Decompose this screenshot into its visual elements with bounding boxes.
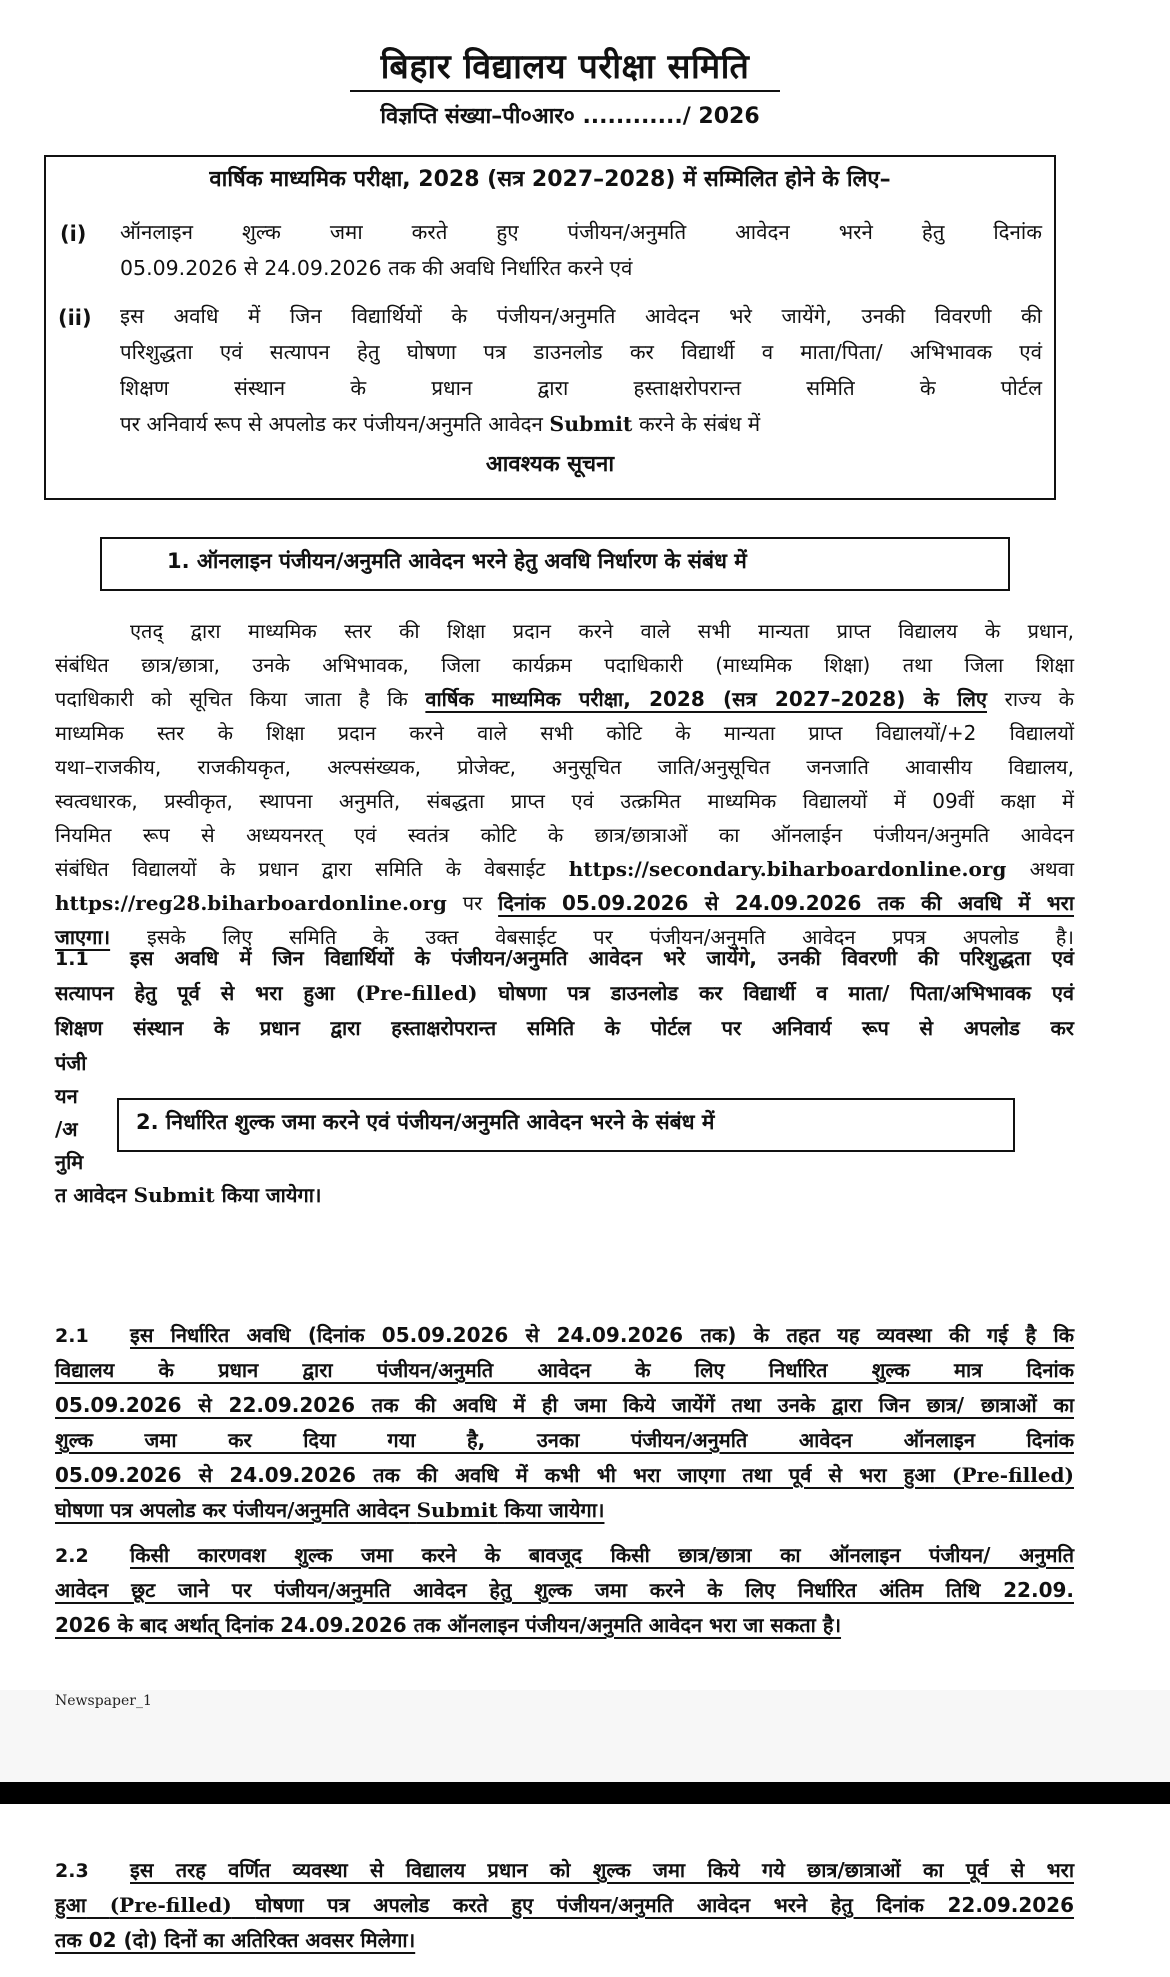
item-ii-line2: परिशुद्धता एवं सत्यापन हेतु घोषणा पत्र डाउनलोड कर विद्यार्थी व माता/पिता/ अभिभावक एवं — [120, 340, 1042, 364]
p21-line-1: इस निर्धारित अवधि (दिनांक 05.09.2026 से 24.09.2026 तक) के तहत यह व्यवस्था की गई है कि — [130, 1323, 1074, 1347]
s1-line11-bold: जाएगा। — [55, 925, 111, 949]
item-ii-line1: इस अवधि में जिन विद्यार्थियों के पंजीयन/अनुमति आवेदन भरे जायेंगे, उनकी विवरणी की — [120, 304, 1042, 328]
p11-line2-a: सत्यापन हेतु पूर्व से भरा हुआ — [55, 981, 335, 1005]
page-gap — [0, 1690, 1170, 1782]
page-separator — [0, 1782, 1170, 1804]
s1-line-3 — [55, 682, 1074, 717]
item-i-line1: ऑनलाइन शुल्क जमा करते हुए पंजीयन/अनुमति आवेदन भरने हेतु दिनांक — [120, 220, 1042, 244]
section2-heading-box — [117, 1098, 1015, 1152]
p21-line6-b: किया जायेगा। — [504, 1498, 605, 1522]
item-ii-line4-a: पर अनिवार्य रूप से अपलोड कर पंजीयन/अनुमति आवेदन — [120, 412, 543, 436]
s1-line10-a: पर — [462, 891, 483, 915]
s1-line-7: नियमित रूप से अध्ययनरत् एवं स्वतंत्र कोटि के छात्र/छात्राओं का ऑनलाईन पंजीयन/अनुमति आवेदन — [55, 823, 1074, 847]
s1-line-5: यथा–राजकीय, राजकीयकृत, अल्पसंख्यक, प्रोजेक्ट, अनुसूचित जाति/अनुसूचित जनजाति आवासीय विद्यालय, — [55, 755, 1074, 779]
submit-word-3: Submit — [416, 1498, 498, 1522]
s1-line3-b: राज्य के — [1004, 687, 1075, 711]
website-url-reg28[interactable]: https://reg28.biharboardonline.org — [55, 891, 447, 915]
section1-heading: 1. ऑनलाइन पंजीयन/अनुमति आवेदन भरने हेतु अवधि निर्धारण के संबंध में — [167, 549, 747, 573]
page-title: बिहार विद्यालय परीक्षा समिति — [350, 42, 780, 92]
p23-line-1: इस तरह वर्णित व्यवस्था से विद्यालय प्रधान को शुल्क जमा किये गये छात्र/छात्राओं का पूर्व से भरा — [130, 1858, 1074, 1882]
p23-line2-b: घोषणा पत्र अपलोड करते हुए पंजीयन/अनुमति आवेदन भरने हेतु दिनांक 22.09.2026 — [255, 1893, 1075, 1917]
p21-line-4: शुल्क जमा कर दिया गया है, उनका पंजीयन/अनुमति आवेदन ऑनलाइन दिनांक — [55, 1428, 1074, 1452]
para-2-1-number: 2.1 — [55, 1325, 89, 1347]
item-ii-line4-b: करने के संबंध में — [638, 412, 761, 436]
p22-line-1: किसी कारणवश शुल्क जमा करने के बावजूद किसी छात्र/छात्रा का ऑनलाइन पंजीयन/ अनुमति — [130, 1543, 1074, 1567]
summary-heading: वार्षिक माध्यमिक परीक्षा, 2028 (सत्र 2027–2028) में सम्मिलित होने के लिए– — [209, 167, 891, 192]
prefilled-word-2: (Pre-filled) — [952, 1463, 1074, 1487]
p21-line6-a: घोषणा पत्र अपलोड कर पंजीयन/अनुमति आवेदन — [55, 1498, 410, 1522]
s1-line-4: माध्यमिक स्तर के शिक्षा प्रदान करने वाले सभी कोटि के मान्यता प्राप्त विद्यालयों/+2 विद्यालयों — [55, 721, 1074, 745]
p23-line-3: तक 02 (दो) दिनों का अतिरिक्त अवसर मिलेगा। — [55, 1928, 416, 1952]
para-2-2-number: 2.2 — [55, 1545, 89, 1567]
s1-line-2: संबंधित छात्र/छात्रा, उनके अभिभावक, जिला कार्यक्रम पदाधिकारी (माध्यमिक शिक्षा) तथा जिला शिक्षा — [55, 653, 1074, 677]
submit-word: Submit — [549, 412, 633, 436]
s1-line3-bold: वार्षिक माध्यमिक परीक्षा, 2028 (सत्र 2027–2028) के लिए — [425, 687, 987, 711]
s1-line10-bold: दिनांक 05.09.2026 से 24.09.2026 तक की अवधि में भरा — [498, 891, 1075, 915]
p23-line-2 — [55, 1888, 1074, 1923]
s1-line-9 — [55, 886, 1074, 921]
s1-line9-b: अथवा — [1029, 857, 1075, 881]
p11-line-1: इस अवधि में जिन विद्यार्थियों के पंजीयन/अनुमति आवेदन भरे जायेंगे, उनकी विवरणी की परिशुद्धता एवं — [130, 946, 1074, 970]
item-ii-label: (ii) — [58, 306, 92, 330]
p21-line5-a: 05.09.2026 से 24.09.2026 तक की अवधि में कभी भी भरा जाएगा तथा पूर्व से भरा हुआ — [55, 1463, 935, 1487]
p21-line-5 — [55, 1458, 1074, 1493]
item-ii-line3: शिक्षण संस्थान के प्रधान द्वारा हस्ताक्षरोपरान्त समिति के पोर्टल — [120, 376, 1042, 400]
p11-line-3: शिक्षण संस्थान के प्रधान द्वारा हस्ताक्षरोपरान्त समिति के पोर्टल पर अनिवार्य रूप से अपलोड कर — [55, 1016, 1074, 1040]
prefilled-word: (Pre-filled) — [355, 981, 478, 1005]
p11-wrap-2: यन — [55, 1084, 78, 1108]
s1-line-6: स्वत्वधारक, प्रस्वीकृत, स्थापना अनुमति, संबद्धता प्राप्त एवं उत्क्रमित माध्यमिक विद्यालयों में 09वीं कक्षा में — [55, 789, 1074, 813]
p11-line2-b: घोषणा पत्र डाउनलोड कर विद्यार्थी व माता/ पिता/अभिभावक एवं — [498, 981, 1075, 1005]
p21-line-3: 05.09.2026 से 22.09.2026 तक की अवधि में ही जमा किये जायेंगें तथा उनके द्वारा जिन छात्र/ छात्राओं का — [55, 1393, 1074, 1417]
p11-line-2 — [55, 976, 1074, 1011]
para-2-3-number: 2.3 — [55, 1860, 89, 1882]
p23-line2-a: हुआ — [55, 1893, 87, 1917]
section1-heading-box — [100, 537, 1010, 591]
notice-number: विज्ञप्ति संख्या–पी०आर० ............/ 2026 — [380, 104, 760, 129]
item-i-line2: 05.09.2026 से 24.09.2026 तक की अवधि निर्धारित करने एवं — [120, 256, 633, 280]
section2-heading: 2. निर्धारित शुल्क जमा करने एवं पंजीयन/अनुमति आवेदन भरने के संबंध में — [136, 1110, 715, 1134]
submit-word-2: Submit — [133, 1183, 215, 1207]
s1-line11-rest: इसके लिए समिति के उक्त वेबसाईट पर पंजीयन/अनुमति आवेदन प्रपत्र अपलोड है। — [146, 925, 1075, 949]
s1-line3-a: पदाधिकारी को सूचित किया जाता है कि — [55, 687, 408, 711]
p11-last-a: त आवेदन — [55, 1183, 127, 1207]
p11-wrap-1: पंजी — [55, 1051, 87, 1075]
s1-line9-a: संबंधित विद्यालयों के प्रधान द्वारा समिति के वेबसाईट — [55, 857, 546, 881]
footer-tag: Newspaper_1 — [55, 1693, 152, 1709]
p11-line-last — [55, 1178, 322, 1213]
p11-wrap-4: नुमि — [55, 1150, 84, 1174]
p22-line-3: 2026 के बाद अर्थात् दिनांक 24.09.2026 तक ऑनलाइन पंजीयन/अनुमति आवेदन भरा जा सकता है। — [55, 1613, 842, 1637]
website-url-secondary[interactable]: https://secondary.biharboardonline.org — [568, 857, 1007, 881]
para-1-1-number: 1.1 — [55, 948, 89, 970]
summary-footer: आवश्यक सूचना — [485, 452, 615, 477]
item-i-label: (i) — [60, 222, 87, 246]
p22-line-2: आवेदन छूट जाने पर पंजीयन/अनुमति आवेदन हेतु शुल्क जमा करने के लिए निर्धारित अंतिम तिथि 22.09. — [55, 1578, 1074, 1602]
s1-line-1: एतद् द्वारा माध्यमिक स्तर की शिक्षा प्रदान करने वाले सभी मान्यता प्राप्त विद्यालय के प्रधान, — [130, 619, 1074, 643]
p21-line-2: विद्यालय के प्रधान द्वारा पंजीयन/अनुमति आवेदन के लिए निर्धारित शुल्क मात्र दिनांक — [55, 1358, 1074, 1382]
item-ii-line4 — [120, 406, 1042, 442]
p11-wrap-3: /अ — [55, 1117, 78, 1141]
s1-line-8 — [55, 852, 1074, 887]
prefilled-word-3: (Pre-filled) — [109, 1893, 232, 1917]
p11-last-b: किया जायेगा। — [221, 1183, 322, 1207]
p21-line-6 — [55, 1493, 604, 1528]
